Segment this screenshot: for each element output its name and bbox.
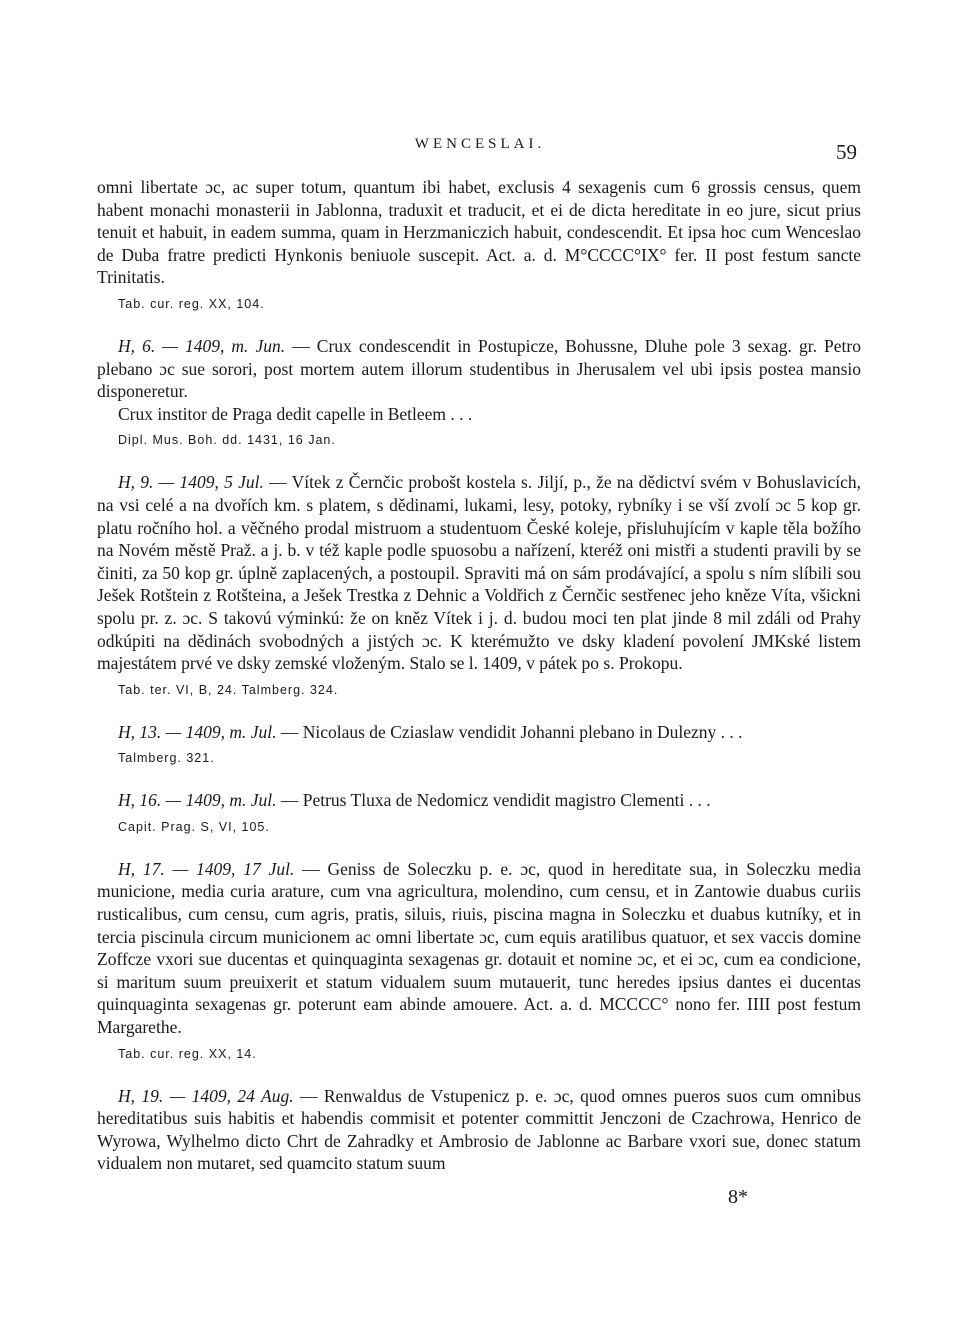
source-citation: Dipl. Mus. Boh. dd. 1431, 16 Jan. (118, 433, 336, 448)
entry-date: H, 16. — 1409, m. Jul. (118, 790, 277, 811)
entry-text: — Nicolaus de Cziaslaw vendidit Johanni plebano in Dulezny . . . (276, 721, 743, 742)
signature-mark: 8* (728, 1186, 748, 1208)
entry-h19 (97, 1085, 861, 1175)
source-citation: Tab. cur. reg. XX, 104. (118, 296, 265, 311)
entry-date: H, 9. — 1409, 5 Jul. (118, 472, 264, 493)
entry-date: H, 17. — 1409, 17 Jul. (118, 858, 295, 879)
entry-paragraph (97, 471, 861, 674)
entry-text: — Renwaldus de Vstupenicz p. e. ɔc, quod omnes pueros suos cum omnibus hereditatibus suis habitis et habendis commisit et potenter committit Jenczoni de Czachrowa, Henrico de Wyrowa, Wylhelmo dicto Chrt de Zahradky et Ambrosio de Jablonne ac Barbare vxori sue, donec statum vidualem non mutaret, sed quamcito statum suum (97, 1085, 862, 1174)
entry-paragraph-2: Crux institor de Praga dedit capelle in Betleem . . . (118, 403, 473, 424)
entry-text: — Crux condescendit in Postupicze, Bohussne, Dluhe pole 3 sexag. gr. Petro plebano ɔc sue sorori, post mortem autem illorum studentibus in Jherusalem vel ubi ipsis postea mansio disponeretur. (97, 335, 861, 402)
entry-text: — Vítek z Černčic probošt kostela s. Jiljí, p., že na dědictví svém v Bohuslavicích, na vsi celé a na dvořích km. s platem, s dědinami, lukami, lesy, potoky, rybníky i se vší zvolí ɔc 5 kop gr. platu ročního hol. a věčného prodal mistruom a studentuom České koleje, přisluhujícím v kaple těla božího na Novém městě Praž. a j. b. v též kaple podle spuosobu a nařízení, kteréž oni mistři a studenti pravili by se činiti, za 50 kop gr. úplně zaplacených, a postoupil. Spraviti má on sám prodávající, a spolu s ním slíbili sou Ješek Rotštein z Rotšteina, a Ješek Trestka z Dehnic a Voldřich z Černčic sestřenec jeho kněze Víta, všickni spolu pr. z. ɔc. S takovú výminkú: že on kněz Vítek i j. d. budou moci ten plat jinde 8 mil zdáli od Prahy odkúpiti na dědinách svobodných a jistých ɔc. K kterémužto ve dsky kladení povolení JMKské listem majestátem prvé ve dsky zemské vloženým. Stalo se l. 1409, v pátek po s. Prokopu. (97, 472, 861, 674)
page-body (97, 176, 861, 1175)
source-citation: Capit. Prag. S, VI, 105. (118, 819, 270, 834)
entry-paragraph (97, 721, 861, 744)
entry-date: H, 6. — 1409, m. Jun. (118, 335, 286, 356)
entry-h17 (97, 858, 861, 1063)
entry-h13 (97, 721, 861, 768)
entry-paragraph (97, 789, 861, 812)
entry-paragraph (97, 335, 861, 403)
entry-h16 (97, 789, 861, 836)
entry-h9 (97, 471, 861, 698)
continuation-paragraph: omni libertate ɔc, ac super totum, quantum ibi habet, exclusis 4 sexagenis cum 6 grossis census, quem habent monachi monasterii in Jablonna, traduxit et traducit, et ei de dicta hereditate in eo jure, sicut prius tenuit et habuit, in eadem summa, quam in Herzmaniczich habuit, condescendit. Et ipsa hoc cum Wenceslao de Duba fratre predicti Hynkonis beniuole suscepit. Act. a. d. M°CCCC°IX° fer. II post festum sancte Trinitatis. (97, 177, 861, 288)
page-number: 59 (836, 140, 857, 164)
source-citation: Talmberg. 321. (118, 751, 215, 766)
source-citation: Tab. ter. VI, B, 24. Talmberg. 324. (118, 682, 339, 697)
entry-text: — Petrus Tluxa de Nedomicz vendidit magistro Clementi . . . (276, 790, 711, 811)
entry-text: — Geniss de Soleczku p. e. ɔc, quod in hereditate sua, in Soleczku media municione, media curia arature, cum vna agricultura, molendino, cum censu, et in Zantowie duabus curiis rusticalibus, cum censu, cum agris, pratis, siluis, riuis, piscina magna in Soleczku et duabus kutníky, et in tercia piscinula circum municionem ac omni libertate ɔc, cum equis aratilibus quatuor, et sex vaccis domine Zoffcze vxori sue ducentas et quinquaginta sexagenas gr. dotauit et nomine ɔc, et ei ɔc, cum ea condicione, si maritum suum preuixerit et statum vidualem suum mutauerit, tunc heredes ipsius dantes ei ducentas quinquaginta sexagenas gr. poterunt eam abinde amouere. Act. a. d. MCCCC° nono fer. IIII post festum Margarethe. (97, 858, 862, 1038)
source-citation: Tab. cur. reg. XX, 14. (118, 1046, 257, 1061)
entry-paragraph (97, 858, 861, 1039)
entry-paragraph (97, 1085, 861, 1175)
entry-date: H, 19. — 1409, 24 Aug. (118, 1085, 294, 1106)
entry-date: H, 13. — 1409, m. Jul. (118, 721, 277, 742)
entry-h6 (97, 335, 861, 449)
running-title: WENCESLAI. (414, 136, 546, 152)
